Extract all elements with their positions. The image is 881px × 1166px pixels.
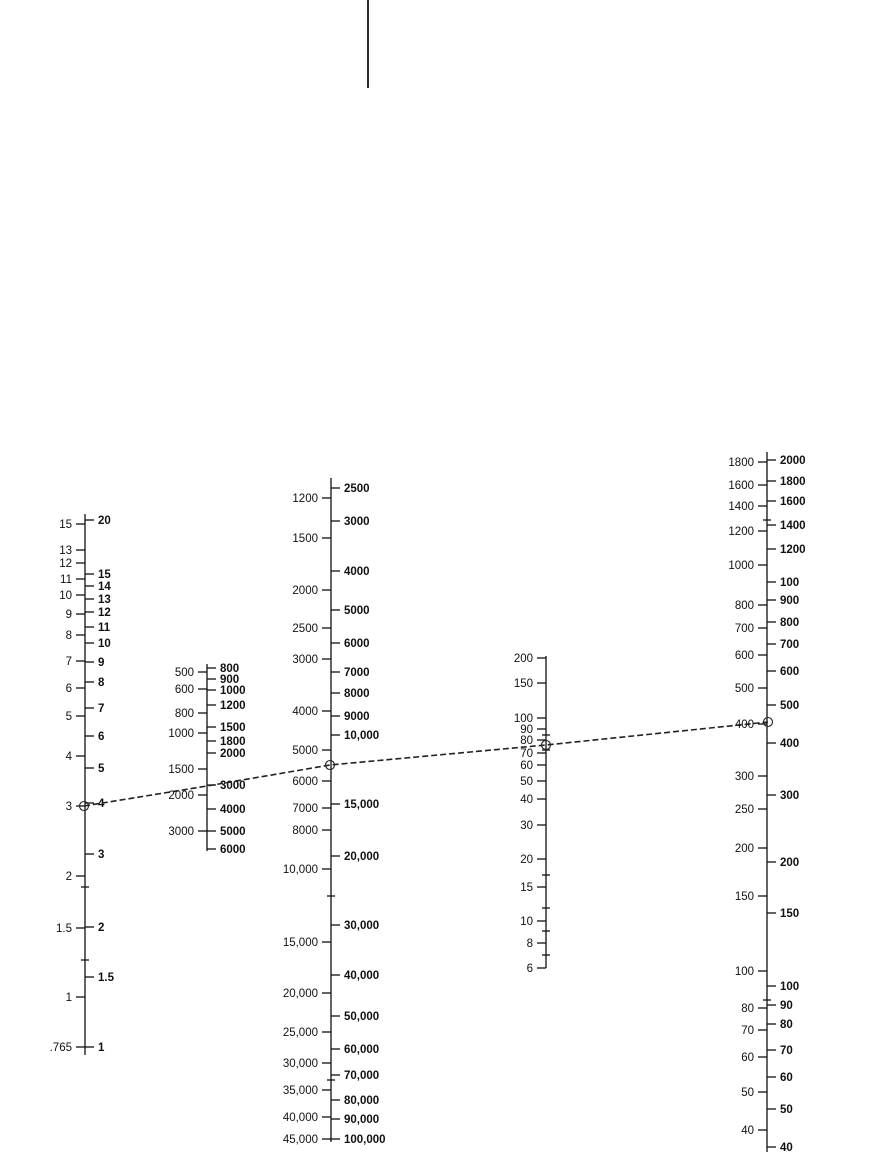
scale-e-right-label-90: 90 [780,1000,793,1012]
scale-b-right-label-1000: 1000 [220,685,246,697]
scale-c-left-label-4000: 4000 [292,706,318,718]
scale-e-right-label-1400: 1400 [780,520,806,532]
scale-a-left-label-1-5: 1.5 [56,923,72,935]
scale-e-left-label-150: 150 [734,891,754,903]
scale-a-right-label-2: 2 [98,922,105,934]
scale-e-right-label-800: 800 [780,617,800,629]
scale-e-right-label-70: 70 [780,1045,793,1057]
scale-a-right-label-3: 3 [98,849,105,861]
scale-a-left-label-7: 7 [65,656,72,668]
scale-e-right-label-60: 60 [780,1072,793,1084]
scale-e-right-label-50: 50 [780,1104,793,1116]
scale-c-right-label-5000: 5000 [344,605,370,617]
scale-b-left-label-1500: 1500 [168,764,194,776]
scale-a-right-label-20: 20 [98,515,111,527]
scale-c-left-label-30-000: 30,000 [282,1058,318,1070]
scale-c-right-label-3000: 3000 [344,516,370,528]
scale-b-right-label-4000: 4000 [220,804,246,816]
scale-d [514,653,550,975]
scale-c-right-label-50-000: 50,000 [344,1011,380,1023]
scale-d-left-label-150: 150 [513,678,533,690]
scale-a-right-label-1: 1 [98,1042,105,1054]
scale-c-right-label-15-000: 15,000 [344,799,380,811]
scale-e-left-label-1200: 1200 [728,526,754,538]
scale-e-left-label-200: 200 [734,843,754,855]
scale-d-left-label-8: 8 [526,938,533,950]
scale-d-left-label-10: 10 [520,916,533,928]
scale-e-left-label-40: 40 [741,1125,754,1137]
scale-a-right-label-1-5: 1.5 [98,972,114,984]
scale-c-left-label-8000: 8000 [292,825,318,837]
scale-e-left-label-300: 300 [734,771,754,783]
scale-a-left-label-3: 3 [65,801,72,813]
scale-c-right-label-90-000: 90,000 [344,1114,380,1126]
scale-c-left-label-1200: 1200 [292,493,318,505]
scale-e-left-label-1400: 1400 [728,501,754,513]
scale-e-right-label-900: 900 [780,595,800,607]
scale-e-right-label-200: 200 [780,857,800,869]
scale-c-left-label-20-000: 20,000 [282,988,318,1000]
scale-a-left-label-8: 8 [65,630,72,642]
scale-e-right-label-2000: 2000 [780,455,806,467]
scale-a-right-label-8: 8 [98,677,105,689]
scale-a-right-label-11: 11 [98,622,111,634]
scale-e [728,452,805,1154]
scale-c-left-label-10-000: 10,000 [282,864,318,876]
scale-e-left-label-800: 800 [734,600,754,612]
scale-a-left-label-5: 5 [65,711,72,723]
scale-a-right-label-13: 13 [98,594,111,606]
scale-e-left-label-80: 80 [741,1003,754,1015]
scale-a-right-label-4: 4 [98,798,105,810]
scale-c-left-label-6000: 6000 [292,776,318,788]
scale-c-right-label-40-000: 40,000 [344,970,380,982]
scale-d-left-label-6: 6 [526,963,533,975]
scale-a-right-label-5: 5 [98,763,105,775]
scale-e-right-label-100: 100 [780,981,800,993]
scale-c-left-label-40-000: 40,000 [282,1112,318,1124]
scale-c-right-label-80-000: 80,000 [344,1095,380,1107]
scale-a-left-label-1: 1 [65,992,72,1004]
scale-e-left-label-400: 400 [734,719,754,731]
scale-a-right-label-12: 12 [98,607,111,619]
scale-a-right-label-9: 9 [98,657,105,669]
scale-b-right-label-2000: 2000 [220,748,246,760]
scale-e-right-label-1800: 1800 [780,476,806,488]
scale-b-right-label-5000: 5000 [220,826,246,838]
scale-c-left-label-25-000: 25,000 [282,1027,318,1039]
scale-e-left-label-500: 500 [734,683,754,695]
scale-e-right-label-100: 100 [780,577,800,589]
scale-c-right-label-100-000: 100,000 [344,1134,386,1146]
scale-b-right-label-6000: 6000 [220,844,246,856]
scale-c-right-label-10-000: 10,000 [344,730,380,742]
scale-c-left-label-7000: 7000 [292,803,318,815]
scale-d-left-label-50: 50 [520,776,533,788]
scale-b-left-label-1000: 1000 [168,728,194,740]
scale-e-left-label-250: 250 [734,804,754,816]
scale-e-left-label-100: 100 [734,966,754,978]
scale-b-left-label-600: 600 [174,684,194,696]
scale-e-left-label-1800: 1800 [728,457,754,469]
scale-a [50,514,115,1055]
scale-e-right-label-1600: 1600 [780,496,806,508]
scale-c-right-label-70-000: 70,000 [344,1070,380,1082]
scale-d-left-label-20: 20 [520,854,533,866]
scale-b-right-label-3000: 3000 [220,780,246,792]
scale-b-left-label-800: 800 [174,708,194,720]
scale-e-right-label-150: 150 [780,908,800,920]
scale-c-right-label-7000: 7000 [344,667,370,679]
scale-a-left-label-765: .765 [49,1042,72,1054]
scale-c [283,478,386,1146]
scale-d-left-label-15: 15 [520,882,533,894]
scale-b-left-label-2000: 2000 [168,790,194,802]
scale-e-left-label-50: 50 [741,1087,754,1099]
scale-a-left-label-9: 9 [65,609,72,621]
scales-layer [50,452,806,1154]
scale-b-right-label-900: 900 [220,674,240,686]
scale-d-left-label-90: 90 [520,724,533,736]
scale-a-left-label-15: 15 [59,519,72,531]
scale-e-right-label-40: 40 [780,1142,793,1154]
scale-c-left-label-2500: 2500 [292,623,318,635]
scale-c-right-label-2500: 2500 [344,483,370,495]
scale-e-right-label-700: 700 [780,639,800,651]
scale-c-left-label-1500: 1500 [292,533,318,545]
scale-e-left-label-700: 700 [734,623,754,635]
scale-e-right-label-1200: 1200 [780,544,806,556]
scale-a-left-label-11: 11 [60,574,72,586]
scale-c-right-label-20-000: 20,000 [344,851,380,863]
scale-c-left-label-5000: 5000 [292,745,318,757]
scale-e-right-label-300: 300 [780,790,800,802]
scale-a-right-label-14: 14 [98,581,111,593]
scale-c-right-label-4000: 4000 [344,566,370,578]
scale-e-right-label-400: 400 [780,738,800,750]
scale-e-right-label-500: 500 [780,700,800,712]
scale-d-left-label-200: 200 [513,653,533,665]
scale-a-left-label-2: 2 [65,871,72,883]
scale-e-left-label-600: 600 [734,650,754,662]
scale-c-right-label-6000: 6000 [344,638,370,650]
scale-a-left-label-4: 4 [65,751,72,763]
scale-d-left-label-60: 60 [520,760,533,772]
scale-c-left-label-2000: 2000 [292,585,318,597]
scale-c-left-label-15-000: 15,000 [282,937,318,949]
scale-e-right-label-600: 600 [780,666,800,678]
scale-b-right-label-1500: 1500 [220,722,246,734]
scale-e-left-label-70: 70 [741,1025,754,1037]
scale-a-right-label-15: 15 [98,569,111,581]
scale-c-right-label-60-000: 60,000 [344,1044,380,1056]
scale-d-left-label-80: 80 [520,735,533,747]
scale-c-right-label-30-000: 30,000 [344,920,380,932]
scale-e-right-label-80: 80 [780,1019,793,1031]
scale-a-left-label-13: 13 [59,545,72,557]
scale-d-left-label-70: 70 [520,748,533,760]
scale-e-left-label-1600: 1600 [728,480,754,492]
scale-b-left-label-500: 500 [174,667,194,679]
scale-e-left-label-60: 60 [741,1052,754,1064]
scale-b-left-label-3000: 3000 [168,826,194,838]
scale-c-left-label-45-000: 45,000 [282,1134,318,1146]
scale-d-left-label-30: 30 [520,820,533,832]
scale-b [168,663,245,856]
scale-b-right-label-1800: 1800 [220,736,246,748]
scale-d-left-label-100: 100 [513,713,533,725]
scale-c-right-label-8000: 8000 [344,688,370,700]
scale-b-right-label-1200: 1200 [220,700,246,712]
scale-a-left-label-10: 10 [59,590,72,602]
scale-a-right-label-10: 10 [98,638,111,650]
scale-a-left-label-6: 6 [65,683,72,695]
scale-b-right-label-800: 800 [220,663,240,675]
scale-a-right-label-6: 6 [98,731,105,743]
scale-a-right-label-7: 7 [98,703,105,715]
scale-c-left-label-35-000: 35,000 [282,1085,318,1097]
scale-c-right-label-9000: 9000 [344,711,370,723]
scale-a-left-label-12: 12 [59,558,72,570]
scale-c-left-label-3000: 3000 [292,654,318,666]
scale-d-left-label-40: 40 [520,794,533,806]
scale-e-left-label-1000: 1000 [728,560,754,572]
